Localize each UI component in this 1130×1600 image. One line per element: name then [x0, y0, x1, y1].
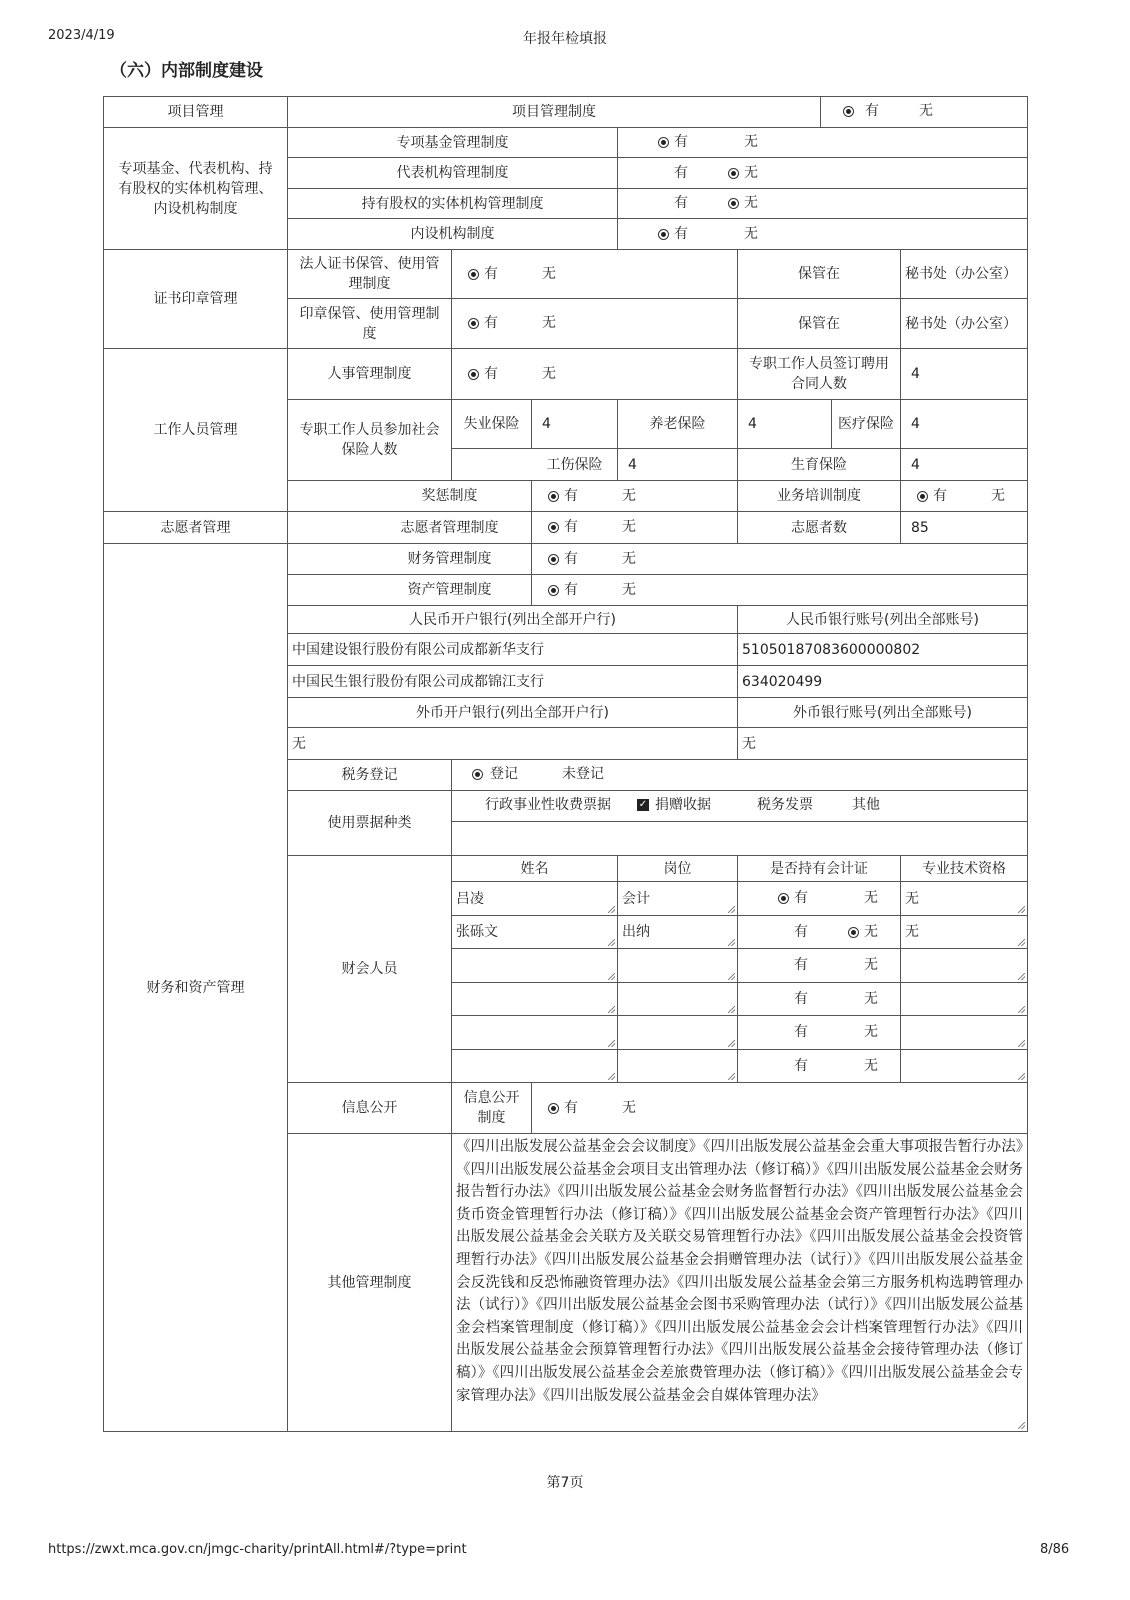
- tax-registration-label: [287, 759, 452, 791]
- hr-system-label: [287, 348, 452, 400]
- seal-0-option-no[interactable]: 无: [542, 266, 556, 282]
- bill-type-option-2[interactable]: 税务发票: [757, 797, 813, 813]
- reward-system-option-yes[interactable]: 有: [564, 488, 578, 504]
- tax-registration-choice[interactable]: [451, 759, 1028, 791]
- project-system-option-yes[interactable]: 有: [865, 103, 879, 119]
- seal-choice-1[interactable]: [451, 298, 738, 349]
- resize-grip-icon[interactable]: [1018, 973, 1025, 980]
- accountant-qual-1-text: 无: [905, 924, 919, 940]
- seal-1-option-yes[interactable]: 有: [484, 315, 498, 331]
- accountant-cert-0-option-no[interactable]: 无: [864, 890, 878, 906]
- fx-account-header: [737, 697, 1028, 728]
- rmb-account-1: [737, 665, 1028, 698]
- accountant-cert-2-option-no[interactable]: 无: [864, 957, 878, 973]
- finance-mgmt-label: [103, 543, 288, 1432]
- asset-system-radio-yes[interactable]: [548, 585, 559, 596]
- seal-kept-value-0-text: 秘书处（办公室）: [905, 266, 1017, 282]
- accountants-label: [287, 855, 452, 1083]
- disclosure-system-label-text: 信息公开制度: [463, 1090, 520, 1126]
- seal-1-option-no[interactable]: 无: [542, 315, 556, 331]
- maternity-label: [737, 448, 901, 481]
- seal-1-radio-yes[interactable]: [468, 318, 479, 329]
- accountant-qual-1[interactable]: [900, 915, 1028, 949]
- pension-label-text: 养老保险: [649, 416, 706, 432]
- disclosure-label: [287, 1082, 452, 1134]
- accountant-post-1[interactable]: [617, 915, 738, 949]
- accountants-header-0: [451, 855, 618, 882]
- special-fund-1-radio-no[interactable]: [728, 168, 739, 179]
- finance-mgmt-label-text: 财务和资产管理: [146, 979, 245, 996]
- rmb-account-header-text: 人民币银行账号(列出全部账号): [786, 611, 979, 628]
- special-fund-3-option-yes[interactable]: 有: [674, 226, 688, 242]
- project-system-choice[interactable]: [820, 96, 1028, 128]
- seal-kept-value-1: [900, 298, 1028, 349]
- bill-type-option-1[interactable]: 捐赠收据: [655, 797, 711, 813]
- resize-grip-icon[interactable]: [728, 939, 735, 946]
- accountant-cert-3-option-no[interactable]: 无: [864, 991, 878, 1007]
- contract-count-value: [900, 348, 1028, 400]
- accountant-qual-5[interactable]: [900, 1049, 1028, 1083]
- special-fund-2-option-no[interactable]: 无: [744, 195, 758, 211]
- maternity-value-text: 4: [911, 456, 920, 473]
- reward-system-label-text: 奖惩制度: [421, 488, 478, 504]
- fx-bank-value-text: 无: [292, 735, 306, 752]
- accountant-cert-1[interactable]: [737, 915, 901, 949]
- accountants-header-3-text: 专业技术资格: [922, 860, 1006, 877]
- special-fund-item-2: [287, 188, 618, 219]
- special-fund-item-3-text: 内设机构制度: [410, 226, 495, 242]
- accountant-cert-1-option-yes[interactable]: 有: [794, 924, 808, 940]
- special-fund-label: [103, 127, 288, 250]
- contract-count-value-text: 4: [911, 366, 920, 382]
- volunteer-system-radio-yes[interactable]: [548, 522, 559, 533]
- special-fund-item-1-text: 代表机构管理制度: [396, 165, 509, 181]
- project-mgmt-label-text: 项目管理: [167, 104, 224, 120]
- tax-registration-label-text: 税务登记: [341, 767, 398, 783]
- seal-kept-label-0: [737, 249, 901, 299]
- bill-type-option-0[interactable]: 行政事业性收费票据: [485, 797, 611, 813]
- insurance-label: [287, 399, 452, 481]
- special-fund-choice-0[interactable]: [617, 127, 1028, 158]
- seal-kept-label-1-text: 保管在: [798, 315, 840, 332]
- resize-grip-icon[interactable]: [728, 973, 735, 980]
- bill-types-options[interactable]: [451, 790, 1028, 822]
- insurance-label-text: 专职工作人员参加社会保险人数: [299, 422, 440, 458]
- resize-grip-icon[interactable]: [608, 1006, 615, 1013]
- accountant-name-3[interactable]: [451, 982, 618, 1016]
- unemployment-value-text: 4: [542, 416, 551, 432]
- rmb-bank-1-text: 中国民生银行股份有限公司成都锦江支行: [292, 673, 544, 690]
- injury-label: [451, 448, 618, 481]
- seal-choice-0[interactable]: [451, 249, 738, 299]
- resize-grip-icon[interactable]: [608, 973, 615, 980]
- training-system-label-text: 业务培训制度: [777, 488, 861, 504]
- checkbox-checked-icon[interactable]: ✓: [638, 799, 648, 810]
- rmb-bank-1: [287, 665, 738, 698]
- project-mgmt-label: [103, 96, 288, 128]
- volunteer-system-label: [287, 511, 532, 544]
- project-system-option-no[interactable]: 无: [919, 103, 933, 119]
- accountants-label-text: 财会人员: [341, 961, 398, 977]
- seal-0-radio-yes[interactable]: [468, 269, 479, 280]
- other-systems-text: 《四川出版发展公益基金会会议制度》《四川出版发展公益基金会重大事项报告暂行办法》《四川出版发展公益基金会项目支出管理办法（修订稿）》《四川出版发展公益基金会财务报告暂行办法》《四川出版发展公益基金会财务监督暂行办法》《四川出版发展公益基金会货币资金管理暂行办法（修订稿）》《四川出版发展公益基金会资产管理暂行办法》《四川出版发展公益基金会关联方及关联交易管理暂行办法》《四川出版发展公益基金会投资管理暂行办法》《四川出版发展公益基金会捐赠管理办法（试行）》《四川出版发展公益基金会反洗钱和反恐怖融资管理办法》《四川出版发展公益基金会第三方服务机构选聘管理办法（试行）》《四川出版发展公益基金会图书采购管理办法（试行）》《四川出版发展公益基金会档案管理制度（修订稿）》《四川出版发展公益基金会会计档案管理暂行办法》《四川出版发展公益基金会预算管理暂行办法》《四川出版发展公益基金会接待管理办法（修订稿）》《四川出版发展公益基金会差旅费管理办法（修订稿）》《四川出版发展公益基金会专家管理办法》《四川出版发展公益基金会自媒体管理办法》: [456, 1139, 1023, 1404]
- rmb-bank-header-text: 人民币开户银行(列出全部开户行): [409, 611, 616, 628]
- training-system-choice[interactable]: [900, 480, 1028, 512]
- rmb-bank-0-text: 中国建设银行股份有限公司成都新华支行: [292, 641, 544, 658]
- asset-system-option-yes[interactable]: 有: [564, 582, 578, 598]
- disclosure-system-label: [451, 1082, 532, 1134]
- hr-system-option-yes[interactable]: 有: [484, 366, 498, 382]
- special-fund-1-option-yes[interactable]: 有: [674, 165, 688, 181]
- footer-page-count: 8/86: [1040, 1542, 1070, 1557]
- accountant-qual-3[interactable]: [900, 982, 1028, 1016]
- training-system-option-yes[interactable]: 有: [933, 488, 947, 504]
- accountants-header-0-text: 姓名: [520, 860, 549, 877]
- special-fund-item-2-text: 持有股权的实体机构管理制度: [361, 195, 544, 212]
- accountant-qual-0-text: 无: [905, 890, 919, 907]
- other-systems-label: [287, 1133, 452, 1432]
- accountant-cert-3-option-yes[interactable]: 有: [794, 991, 808, 1007]
- volunteer-system-label-text: 志愿者管理制度: [400, 519, 499, 536]
- medical-value: [900, 399, 1028, 449]
- rmb-account-header: [737, 605, 1028, 634]
- disclosure-system-choice[interactable]: [531, 1082, 1028, 1134]
- disclosure-system-option-yes[interactable]: 有: [564, 1100, 578, 1116]
- accountant-name-1-text: 张砾文: [456, 924, 498, 940]
- training-system-radio-yes[interactable]: [917, 491, 928, 502]
- seal-item-1: [287, 298, 452, 349]
- injury-label-text: 工伤保险: [546, 456, 603, 473]
- accountant-cert-0[interactable]: [737, 881, 901, 916]
- accountant-name-2[interactable]: [451, 948, 618, 983]
- seal-0-option-yes[interactable]: 有: [484, 266, 498, 282]
- volunteer-count-label: [737, 511, 901, 544]
- seal-kept-label-1: [737, 298, 901, 349]
- volunteer-mgmt-label: [103, 511, 288, 544]
- page-number: 第7页: [546, 1475, 584, 1491]
- bill-types-other-input[interactable]: [451, 821, 1028, 856]
- resize-grip-icon[interactable]: [728, 1073, 735, 1080]
- print-date: 2023/4/19: [48, 28, 115, 43]
- seal-item-0: [287, 249, 452, 299]
- reward-system-option-no[interactable]: 无: [622, 488, 636, 504]
- medical-label-text: 医疗保险: [838, 416, 894, 432]
- hr-system-label-text: 人事管理制度: [327, 366, 412, 382]
- finance-system-choice[interactable]: [531, 543, 1028, 575]
- accountant-post-4[interactable]: [617, 1015, 738, 1050]
- special-fund-label-text: 专项基金、代表机构、持有股权的实体机构管理、内设机构制度: [118, 160, 273, 217]
- tax-registration-option-yes[interactable]: 登记: [490, 766, 518, 782]
- special-fund-choice-2[interactable]: [617, 188, 1028, 219]
- disclosure-label-text: 信息公开: [341, 1100, 398, 1116]
- accountants-header-2: [737, 855, 901, 882]
- volunteer-count-value-text: 85: [911, 519, 929, 536]
- unemployment-label: [451, 399, 532, 449]
- reward-system-label: [287, 480, 532, 512]
- special-fund-choice-3[interactable]: [617, 218, 1028, 250]
- medical-label: [831, 399, 901, 449]
- special-fund-item-0: [287, 127, 618, 158]
- accountant-name-4[interactable]: [451, 1015, 618, 1050]
- resize-grip-icon[interactable]: [728, 1006, 735, 1013]
- resize-grip-icon[interactable]: [608, 1040, 615, 1047]
- accountant-cert-5[interactable]: [737, 1049, 901, 1083]
- fx-bank-header-text: 外币开户银行(列出全部开户行): [416, 704, 609, 721]
- volunteer-count-label-text: 志愿者数: [791, 519, 847, 536]
- injury-value-text: 4: [628, 456, 637, 473]
- asset-system-label: [287, 574, 532, 606]
- accountant-cert-5-option-yes[interactable]: 有: [794, 1058, 808, 1074]
- project-system-radio-yes[interactable]: [843, 106, 854, 117]
- accountant-cert-3[interactable]: [737, 982, 901, 1016]
- maternity-value: [900, 448, 1028, 481]
- contract-count-label-text: 专职工作人员签订聘用合同人数: [749, 356, 889, 392]
- disclosure-system-radio-yes[interactable]: [548, 1103, 559, 1114]
- injury-value: [617, 448, 738, 481]
- accountant-post-0-text: 会计: [622, 890, 650, 907]
- unemployment-value: [531, 399, 618, 449]
- accountant-post-5[interactable]: [617, 1049, 738, 1083]
- footer-url: https://zwxt.mca.gov.cn/jmgc-charity/printAll.html#/?type=print: [48, 1542, 467, 1557]
- staff-mgmt-label-text: 工作人员管理: [153, 422, 238, 438]
- training-system-label: [737, 480, 901, 512]
- seal-item-1-text: 印章保管、使用管理制度: [299, 305, 440, 342]
- resize-grip-icon[interactable]: [608, 939, 615, 946]
- pension-value-text: 4: [748, 416, 757, 432]
- resize-grip-icon[interactable]: [1018, 1006, 1025, 1013]
- accountant-cert-2-option-yes[interactable]: 有: [794, 957, 808, 973]
- resize-grip-icon[interactable]: [1018, 939, 1025, 946]
- rmb-account-1-text: 634020499: [742, 673, 823, 690]
- seal-mgmt-label-text: 证书印章管理: [153, 291, 238, 307]
- accountant-name-5[interactable]: [451, 1049, 618, 1083]
- hr-system-option-no[interactable]: 无: [542, 366, 556, 382]
- resize-grip-icon[interactable]: [728, 1040, 735, 1047]
- special-fund-2-radio-no[interactable]: [728, 198, 739, 209]
- other-systems-label-text: 其他管理制度: [327, 1274, 412, 1291]
- asset-system-option-no[interactable]: 无: [622, 582, 636, 598]
- maternity-label-text: 生育保险: [791, 456, 847, 473]
- accountants-header-3: [900, 855, 1028, 882]
- medical-value-text: 4: [911, 416, 920, 432]
- section-title: （六）内部制度建设: [110, 61, 263, 81]
- special-fund-item-1: [287, 157, 618, 189]
- resize-grip-icon[interactable]: [1018, 1422, 1025, 1429]
- finance-system-label: [287, 543, 532, 575]
- accountants-header-1-text: 岗位: [663, 860, 692, 877]
- project-system-label-text: 项目管理制度: [512, 104, 596, 120]
- seal-item-0-text: 法人证书保管、使用管理制度: [299, 256, 440, 292]
- accountant-cert-2[interactable]: [737, 948, 901, 983]
- seal-kept-label-0-text: 保管在: [798, 266, 840, 282]
- resize-grip-icon[interactable]: [1018, 1073, 1025, 1080]
- rmb-bank-header: [287, 605, 738, 634]
- special-fund-item-3: [287, 218, 618, 250]
- rmb-account-0-text: 51050187083600000802: [742, 641, 921, 658]
- accountant-qual-4[interactable]: [900, 1015, 1028, 1050]
- special-fund-item-0-text: 专项基金管理制度: [396, 134, 509, 151]
- volunteer-system-option-no[interactable]: 无: [622, 519, 636, 535]
- special-fund-0-option-yes[interactable]: 有: [674, 134, 688, 150]
- fx-bank-header: [287, 697, 738, 728]
- accountant-name-0[interactable]: [451, 881, 618, 916]
- accountant-cert-1-radio-no[interactable]: [848, 927, 859, 938]
- special-fund-0-radio-yes[interactable]: [658, 137, 669, 148]
- hr-system-radio-yes[interactable]: [468, 369, 479, 380]
- tax-registration-radio-yes[interactable]: [472, 769, 483, 780]
- special-fund-3-option-no[interactable]: 无: [744, 226, 758, 242]
- accountant-cert-4-option-no[interactable]: 无: [864, 1024, 878, 1040]
- accountant-post-2[interactable]: [617, 948, 738, 983]
- pension-value: [737, 399, 832, 449]
- accountant-cert-0-radio-yes[interactable]: [778, 893, 789, 904]
- accountant-name-0-text: 吕凌: [456, 890, 484, 907]
- bill-types-label: [287, 790, 452, 856]
- volunteer-mgmt-label-text: 志愿者管理: [160, 519, 231, 536]
- rmb-account-0: [737, 633, 1028, 666]
- resize-grip-icon[interactable]: [608, 1073, 615, 1080]
- accountant-cert-0-option-yes[interactable]: 有: [794, 890, 808, 906]
- special-fund-2-option-yes[interactable]: 有: [674, 195, 688, 211]
- accountant-cert-5-option-no[interactable]: 无: [864, 1058, 878, 1074]
- staff-mgmt-label: [103, 348, 288, 512]
- disclosure-system-option-no[interactable]: 无: [622, 1100, 636, 1116]
- fx-account-value: [737, 727, 1028, 760]
- accountant-cert-4-option-yes[interactable]: 有: [794, 1024, 808, 1040]
- hr-system-choice[interactable]: [451, 348, 738, 400]
- fx-account-value-text: 无: [742, 735, 756, 752]
- finance-system-label-text: 财务管理制度: [407, 551, 492, 567]
- accountants-header-2-text: 是否持有会计证: [770, 860, 868, 877]
- other-systems-textarea[interactable]: [451, 1133, 1028, 1432]
- finance-system-option-no[interactable]: 无: [622, 551, 636, 567]
- special-fund-3-radio-yes[interactable]: [658, 229, 669, 240]
- accountant-post-0[interactable]: [617, 881, 738, 916]
- page-header-title: 年报年检填报: [523, 31, 607, 47]
- seal-mgmt-label: [103, 249, 288, 349]
- pension-label: [617, 399, 738, 449]
- bill-types-label-text: 使用票据种类: [327, 815, 412, 831]
- finance-system-radio-yes[interactable]: [548, 554, 559, 565]
- accountant-qual-2[interactable]: [900, 948, 1028, 983]
- project-system-label: [287, 96, 821, 128]
- reward-system-choice[interactable]: [531, 480, 738, 512]
- accountant-name-1[interactable]: [451, 915, 618, 949]
- volunteer-count-value: [900, 511, 1028, 544]
- asset-system-choice[interactable]: [531, 574, 1028, 606]
- bill-type-option-3[interactable]: 其他: [852, 797, 880, 813]
- accountants-header-1: [617, 855, 738, 882]
- special-fund-choice-1[interactable]: [617, 157, 1028, 189]
- accountant-cert-1-option-no[interactable]: 无: [864, 924, 878, 940]
- accountant-post-3[interactable]: [617, 982, 738, 1016]
- reward-system-radio-yes[interactable]: [548, 491, 559, 502]
- resize-grip-icon[interactable]: [1018, 1040, 1025, 1047]
- unemployment-label-text: 失业保险: [463, 416, 520, 432]
- finance-system-option-yes[interactable]: 有: [564, 551, 578, 567]
- seal-kept-value-1-text: 秘书处（办公室）: [905, 315, 1017, 332]
- rmb-bank-0: [287, 633, 738, 666]
- accountant-qual-0[interactable]: [900, 881, 1028, 916]
- resize-grip-icon[interactable]: [1018, 906, 1025, 913]
- asset-system-label-text: 资产管理制度: [407, 582, 492, 598]
- special-fund-1-option-no[interactable]: 无: [744, 165, 758, 181]
- special-fund-0-option-no[interactable]: 无: [744, 134, 758, 150]
- fx-bank-value: [287, 727, 738, 760]
- contract-count-label: [737, 348, 901, 400]
- volunteer-system-option-yes[interactable]: 有: [564, 519, 578, 535]
- volunteer-system-choice[interactable]: [531, 511, 738, 544]
- resize-grip-icon[interactable]: [728, 906, 735, 913]
- accountant-post-1-text: 出纳: [622, 924, 650, 940]
- tax-registration-option-no[interactable]: 未登记: [562, 766, 604, 782]
- training-system-option-no[interactable]: 无: [991, 488, 1005, 504]
- resize-grip-icon[interactable]: [608, 906, 615, 913]
- seal-kept-value-0: [900, 249, 1028, 299]
- fx-account-header-text: 外币银行账号(列出全部账号): [793, 704, 972, 721]
- accountant-cert-4[interactable]: [737, 1015, 901, 1050]
